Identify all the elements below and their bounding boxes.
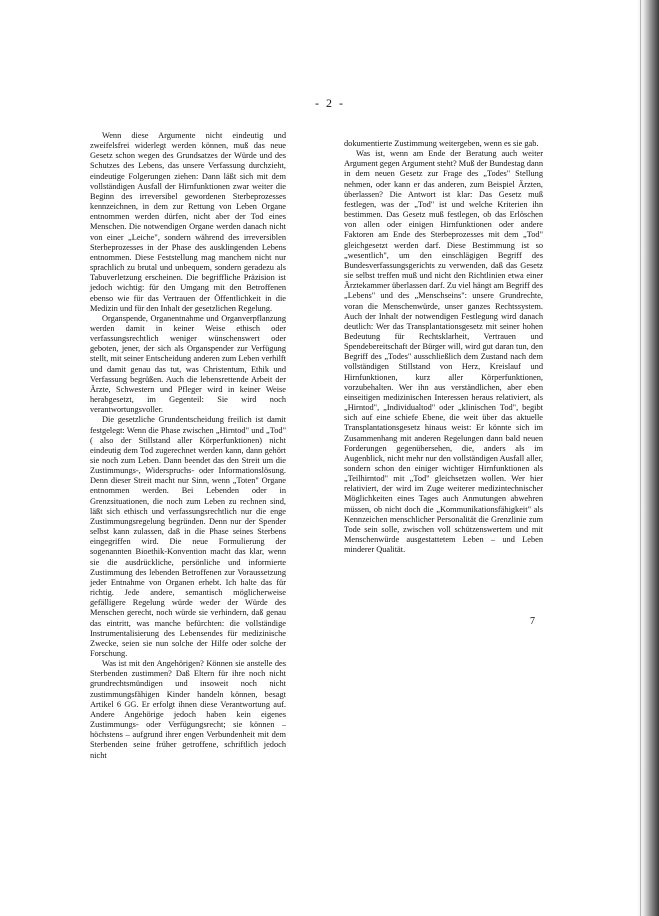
scan-fold-line [640, 0, 641, 916]
end-mark: 7 [530, 616, 535, 627]
page-number: - 2 - [315, 96, 345, 110]
left-paragraph-3: Die gesetzliche Grundentscheidung freilich ist damit festgelegt: Wenn die Phase zwischen „Hirntod" und „Tod" ( also der Stillstand aller Körperfunktionen) nicht eindeutig dem Tod zugerechnet werden kann, dann gehört sie noch zum Leben. Dann beendet das den Streit um die Zustimmungs-, Widerspruchs- oder Informationslösung. Denn dieser Streit macht nur Sinn, wenn „Toten" Organe entnommen werden. Bei Lebenden oder in Grenzsituationen, die noch zum Leben zu rechnen sind, läßt sich ethisch und verfassungsrechtlich nur die enge Zustimmungsregelung begründen. Denn nur der Spender selbst kann zulassen, daß in die Phase seines Sterbens eingegriffen wird. Die neue Formulierung der sogenannten Bioethik-Konvention macht das klar, wenn sie die ausdrückliche, persönliche und informierte Zustimmung des lebenden Betroffenen zur Voraussetzung jeder Entnahme von Organen erhebt. Ich halte das für richtig. Jede andere, semantisch möglicherweise gefälligere Regelung würde weder der Würde des Menschen gerecht, noch würde sie verhindern, daß genau das eintritt, was manche befürchten: die vollständige Instrumentalisierung des Lebensendes für medizinische Zwecke, seien sie nun solche der Hilfe oder solche der Forschung. [90, 415, 286, 658]
left-paragraph-4: Was ist mit den Angehörigen? Können sie anstelle des Sterbenden zustimmen? Daß Eltern für ihre noch nicht grundrechtsmündigen und insoweit noch nicht zustimmungsfähigen Kinder handeln können, besagt Artikel 6 GG. Er erfolgt ihnen diese Verantwortung auf. Andere Angehörige jedoch haben kein eigenes Zustimmungs- oder Verfügungsrecht; sie können – höchstens – aufgrund ihrer engen Verbundenheit mit dem Sterbenden seine früher getroffene, schriftlich jedoch nicht [90, 659, 286, 760]
right-text-column [344, 139, 543, 555]
right-paragraph-1: dokumentierte Zustimmung weitergeben, wenn es sie gab. [344, 139, 539, 148]
left-text-column [90, 131, 286, 761]
right-paragraph-2: Was ist, wenn am Ende der Beratung auch weiter Argument gegen Argument steht? Muß der Bundestag dann in dem neuen Gesetz zur Frage des „Todes" Stellung nehmen, oder kann er das anderen, zum Beispiel Ärzten, überlassen? Die Antwort ist klar: Das Gesetz muß festlegen, was der „Tod" ist und welche Kriterien ihn bestimmen. Das Gesetz muß festlegen, ob das Erlöschen von allen oder einigen Hirnfunktionen oder andere Faktoren am Ende des Sterbeprozesses mit dem „Tod" gleichgesetzt werden darf. Diese Bestimmung ist so „wesentlich", um den einschlägigen Begriff des Bundesverfassungsgerichts zu verwenden, daß das Gesetz sie selbst treffen muß und nicht den Richtlinien etwa einer Ärztekammer überlassen darf. Zu viel hängt am Begriff des „Lebens" und des „Menschseins": unsere Grundrechte, voran die Menschenwürde, unser ganzes Rechtssystem. Auch der Inhalt der notwendigen Festlegung wird danach deutlich: Wer das Transplantationsgesetz mit seiner hohen Bedeutung für Rechtsklarheit, Vertrauen und Spendebereitschaft der Bürger will, wird gut daran tun, den Begriff des „Todes" ausschließlich dem Zustand nach dem vollständigen Stillstand von Herz, Kreislauf und Hirnfunktionen, kurz aller Körperfunktionen, vorzubehalten. Wer ihn aus verständlichen, aber eben einseitigen medizinischen Interessen heraus relativiert, als „Hirntod", „Individualtod" oder „klinischen Tod", begibt sich auf eine schiefe Ebene, die weit über das aktuelle Transplantationsgesetz hinaus weist: Er könnte sich im Zusammenhang mit anderen Regelungen dann bald neuen Forderungen gegenübersehen, die, anders als im Augenblick, nicht mehr nur den vollständigen Ausfall aller, sondern schon den einiger wichtiger Hirnfunktionen als „Teilhirntod" mit „Tod" gleichsetzen wollen. Wer hier relativiert, der wird im Zuge weiterer medizintechnischer Möglichkeiten eines Tages auch Anmutungen abwehren müssen, ob nicht doch die „Kommunikationsfähigkeit" als Kennzeichen menschlicher Personalität die Grenzlinie zum Tode sein solle, zwischen voll schützenswertem und mit Menschenwürde ausgestattetem Leben – und Leben minderer Qualität. [344, 149, 543, 555]
left-paragraph-1: Wenn diese Argumente nicht eindeutig und zweifelsfrei widerlegt werden können, muß das neue Gesetz schon wegen des Grundsatzes der Würde und des Schutzes des Lebens, das unsere Verfassung durchzieht, eindeutige Folgerungen ziehen: Dann läßt sich mit dem vollständigen Ausfall der Hirnfunktionen zwar weiter die Beginn des irreversibel gewordenen Sterbeprozesses kennzeichnen, in dem zur Rettung von Leben Organe entnommen werden dürfen, nicht aber der Tod eines Menschen. Die notwendigen Organe werden danach nicht von einer „Leiche", sondern während des irreversiblen Sterbeprozesses in der Phase des ausklingenden Lebens entnommen. Diese Feststellung mag manchem nicht nur sprachlich zu brutal und unbequem, sondern geradezu als Tabuverletzung erscheinen. Die begriffliche Präzision ist jedoch wichtig: für den Umgang mit den Betroffenen ebenso wie für das Vertrauen der Öffentlichkeit in die Medizin und für den Inhalt der gesetzlichen Regelung. [90, 131, 286, 313]
left-paragraph-2: Organspende, Organentnahme und Organverpflanzung werden damit in keiner Weise ethisch oder verfassungsrechtlich weniger wünschenswert oder geboten, jener, der sich als Organspender zur Verfügung stellt, mit seiner Entscheidung anderen zum Leben verhilft und damit genau das tut, was Christentum, Ethik und Verfassung begrüßen. Auch die lebensrettende Arbeit der Ärzte, Schwestern und Pfleger wird in keiner Weise herabgesetzt, im Gegenteil: Sie wird noch verantwortungsvoller. [90, 313, 286, 415]
